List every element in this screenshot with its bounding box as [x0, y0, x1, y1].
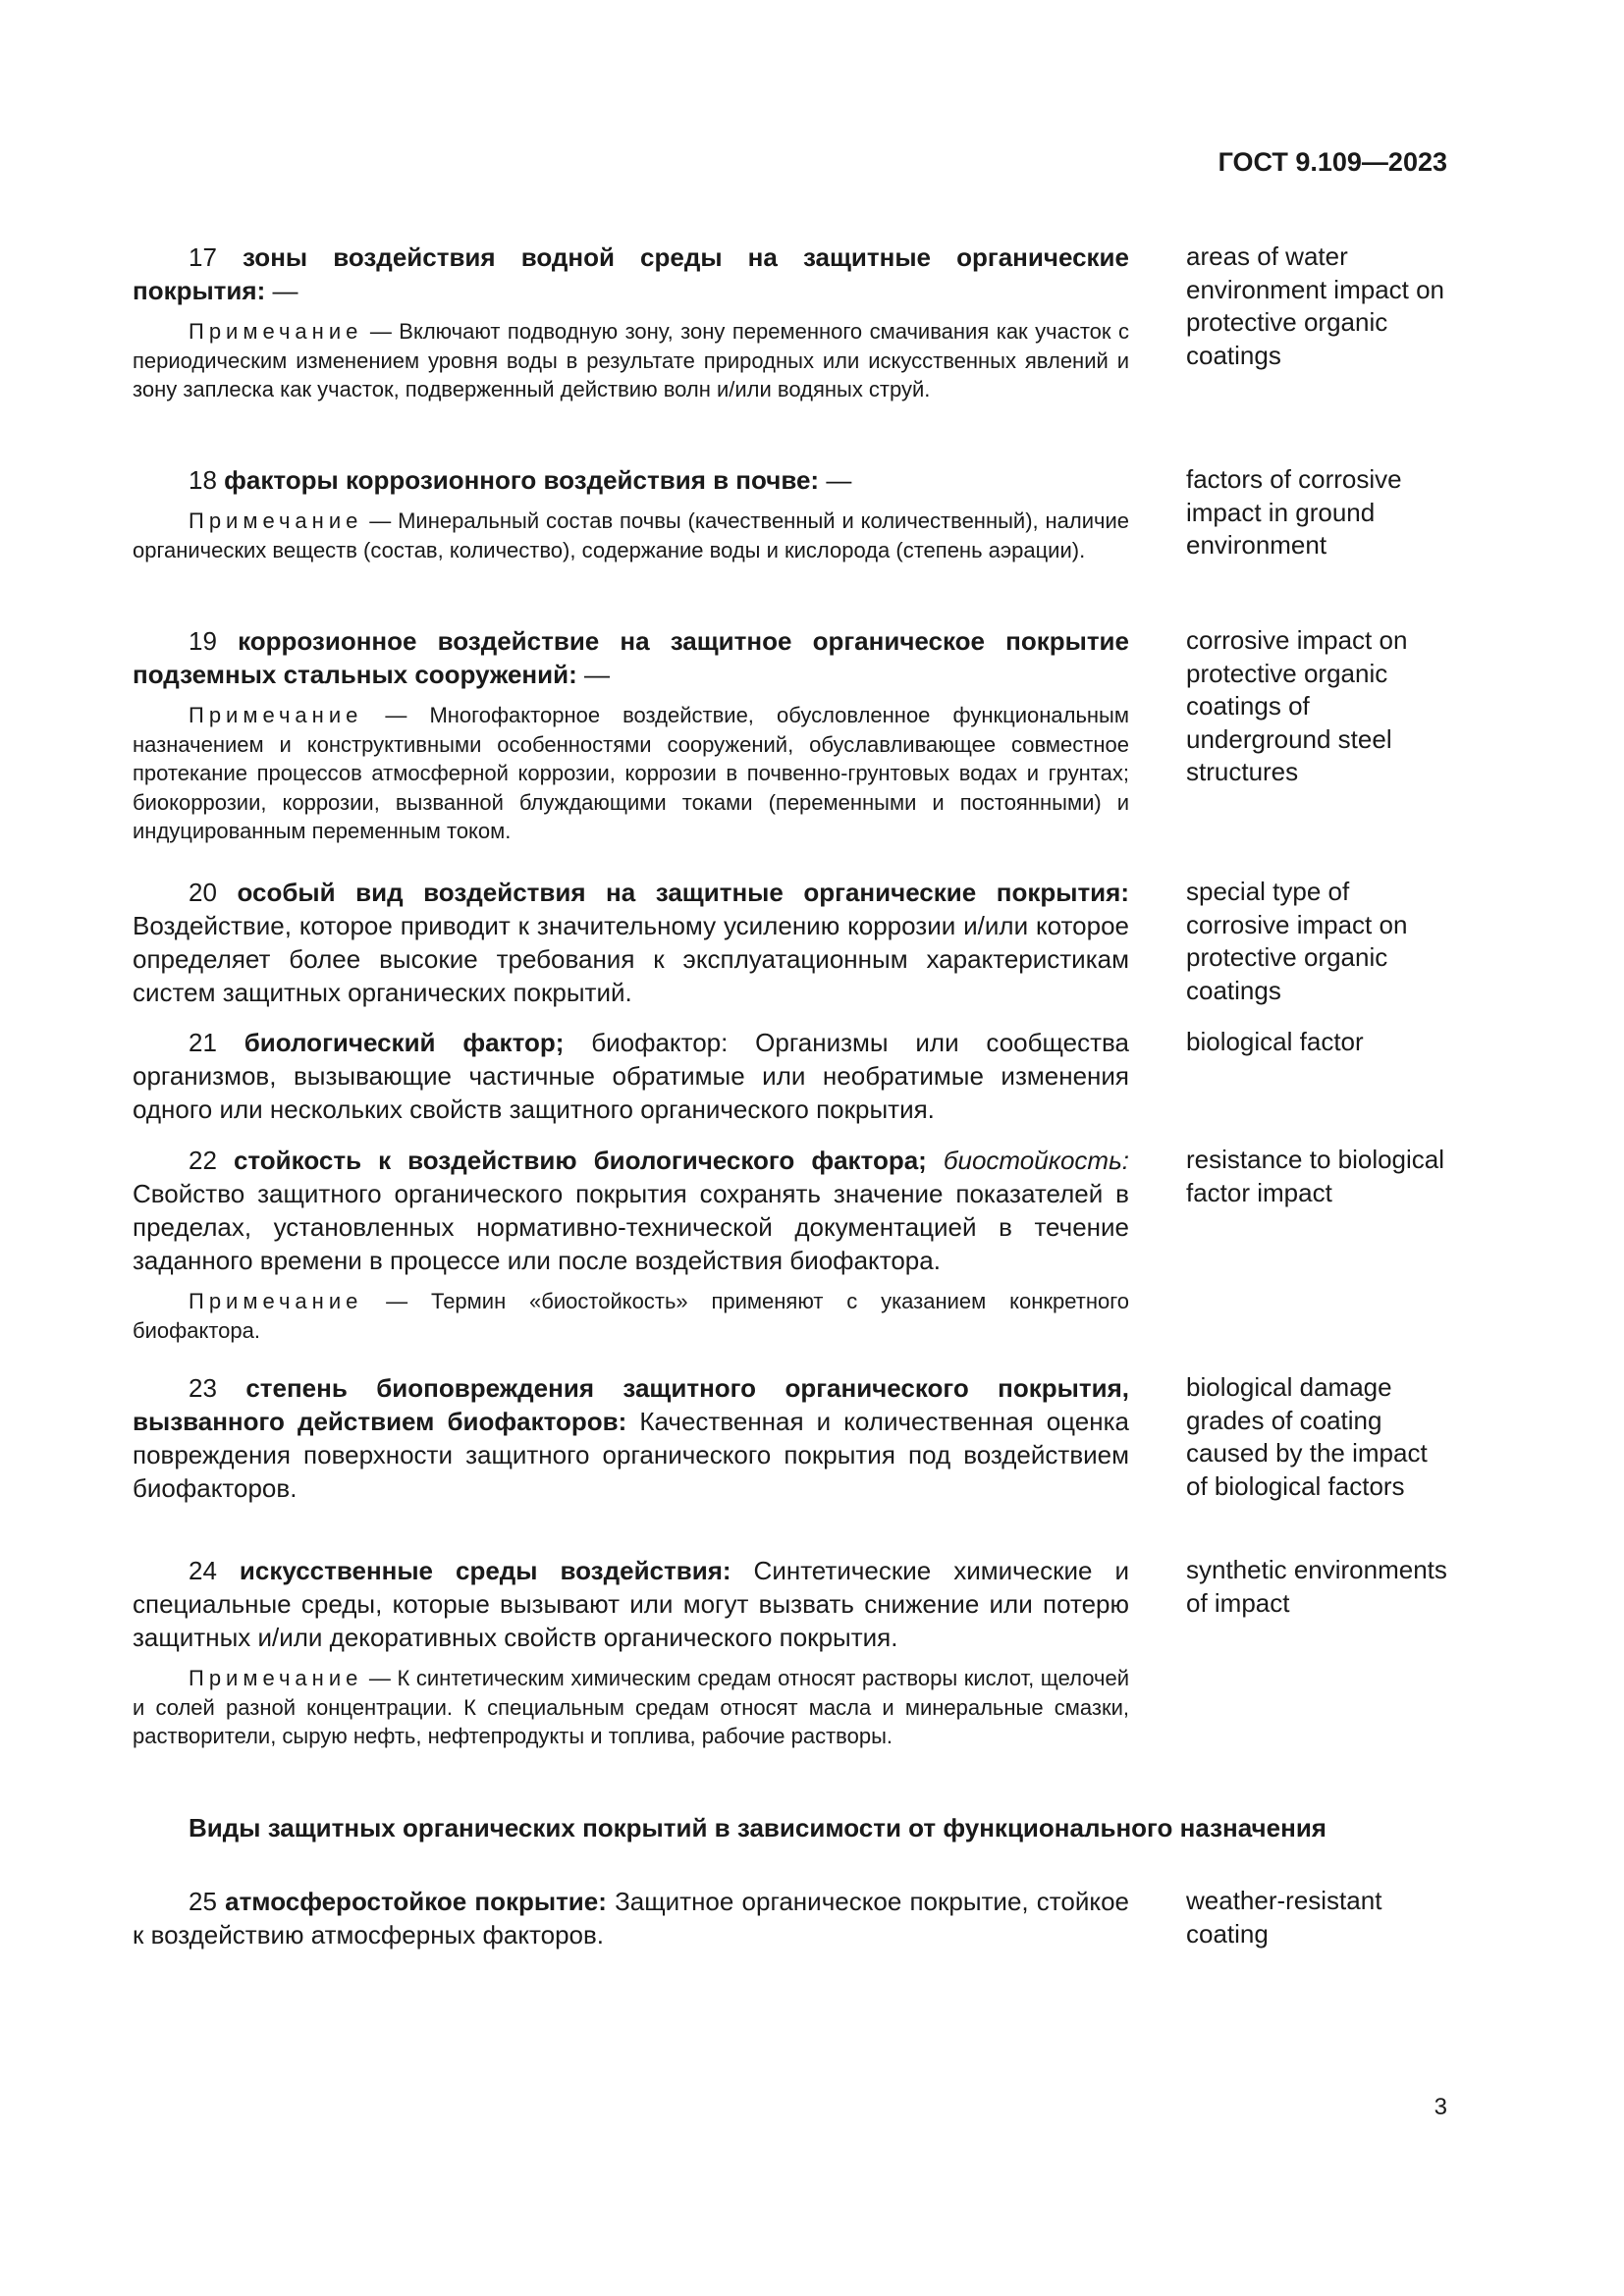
note-label: Примечание	[189, 703, 363, 727]
note-label: Примечание	[189, 1666, 363, 1690]
term-name: атмосферостойкое покрытие:	[225, 1887, 607, 1916]
term-en: areas of water environment impact on protective organic coatings	[1186, 241, 1445, 370]
term-en: resistance to biological factor impact	[1186, 1145, 1445, 1207]
term-number: 17	[189, 242, 217, 272]
note-label: Примечание	[189, 1289, 363, 1313]
term-ru	[133, 463, 1129, 564]
term-name: искусственные среды воздействия:	[239, 1556, 731, 1585]
term-name: стойкость к воздействию биологического фактора;	[233, 1146, 927, 1175]
note-label: Примечание	[189, 319, 363, 344]
term-en: corrosive impact on protective organic coatings of underground steel structures	[1186, 625, 1408, 786]
note-label: Примечание	[189, 508, 363, 533]
term-synonym: биостойкость:	[943, 1146, 1129, 1175]
term-ru	[133, 1026, 1129, 1126]
term-definition: биофактор: Организмы или сообщества организмов, вызывающие частичные обратимые или необратимые изменения одного или нескольких свойств защитного органического покрытия.	[133, 1028, 1129, 1124]
term-definition: Качественная и количественная оценка повреждения поверхности защитного органического покрытия под воздействием биофакторов.	[133, 1407, 1129, 1503]
term-ru	[133, 1144, 1129, 1345]
standard-designation: ГОСТ 9.109—2023	[1218, 147, 1447, 177]
note-text: — К синтетическим химическим средам относят растворы кислот, щелочей и солей разной концентрации. К специальным средам относят масла и минеральные смазки, растворители, сырую нефть, нефтепродукты и топлива, рабочие растворы.	[133, 1666, 1129, 1748]
term-ru	[133, 1554, 1129, 1751]
term-en: special type of corrosive impact on protective organic coatings	[1186, 877, 1408, 1005]
term-ru	[133, 624, 1129, 846]
term-name: биологический фактор;	[244, 1028, 565, 1057]
term-ru	[133, 240, 1129, 404]
term-definition: Синтетические химические и специальные среды, которые вызывают или могут вызвать снижение или потерю защитных и/или декоративных свойств органического покрытия.	[133, 1556, 1129, 1652]
term-name: степень биоповреждения защитного органического покрытия, вызванного действием биофакторов:	[133, 1373, 1129, 1436]
term-en: biological factor	[1186, 1027, 1364, 1056]
term-number: 21	[189, 1028, 217, 1057]
term-en: biological damage grades of coating caused by the impact of biological factors	[1186, 1372, 1428, 1501]
term-number: 25	[189, 1887, 217, 1916]
term-number: 23	[189, 1373, 217, 1403]
term-dash: —	[576, 660, 610, 689]
term-dash: —	[265, 276, 298, 305]
term-en: factors of corrosive impact in ground environment	[1186, 464, 1402, 560]
term-number: 24	[189, 1556, 217, 1585]
term-number: 18	[189, 465, 217, 495]
term-name: коррозионное воздействие на защитное органическое покрытие подземных стальных сооружений:	[133, 626, 1129, 689]
term-number: 19	[189, 626, 217, 656]
note-text: — Минеральный состав почвы (качественный и количественный), наличие органических веществ (состав, количество), содержание воды и кислорода (степень аэрации).	[133, 508, 1129, 562]
section-title: Виды защитных органических покрытий в зависимости от функционального назначения	[189, 1813, 1326, 1842]
note-text: — Термин «биостойкость» применяют с указанием конкретного биофактора.	[133, 1289, 1129, 1343]
term-ru	[133, 1885, 1129, 1951]
term-dash: —	[819, 465, 852, 495]
term-ru	[133, 876, 1129, 1009]
term-definition: Свойство защитного органического покрытия сохранять значение показателей в пределах, установленных нормативно-технической документацией в течение заданного времени в процессе или после воздействия биофактора.	[133, 1179, 1129, 1275]
note-text: — Включают подводную зону, зону переменного смачивания как участок с периодическим изменением уровня воды в результате природных или искусственных явлений и зону заплеска как участок, подверженный действию волн и/или водяных струй.	[133, 319, 1129, 401]
term-en: synthetic environments of impact	[1186, 1555, 1447, 1618]
term-name: особый вид воздействия на защитные органические покрытия:	[237, 878, 1129, 907]
term-definition: Воздействие, которое приводит к значительному усилению коррозии и/или которое определяет более высокие требования к эксплуатационным характеристикам систем защитных органических покрытий.	[133, 911, 1129, 1007]
term-number: 20	[189, 878, 217, 907]
term-definition: Защитное органическое покрытие, стойкое к воздействию атмосферных факторов.	[133, 1887, 1129, 1949]
term-en: weather-resistant coating	[1186, 1886, 1382, 1949]
term-name: факторы коррозионного воздействия в почве:	[224, 465, 820, 495]
term-number: 22	[189, 1146, 217, 1175]
page-number: 3	[1434, 2094, 1447, 2120]
term-name: зоны воздействия водной среды на защитные органические покрытия:	[133, 242, 1129, 305]
note-text: — Многофакторное воздействие, обусловленное функциональным назначением и конструктивными особенностями сооружений, обуславливающее совместное протекание процессов атмосферной коррозии, коррозии в почвенно-грунтовых водах и грунтах; биокоррозии, коррозии, вызванной блуждающими токами (переменными и постоянными) и индуцированным переменным током.	[133, 703, 1129, 843]
term-ru	[133, 1371, 1129, 1505]
